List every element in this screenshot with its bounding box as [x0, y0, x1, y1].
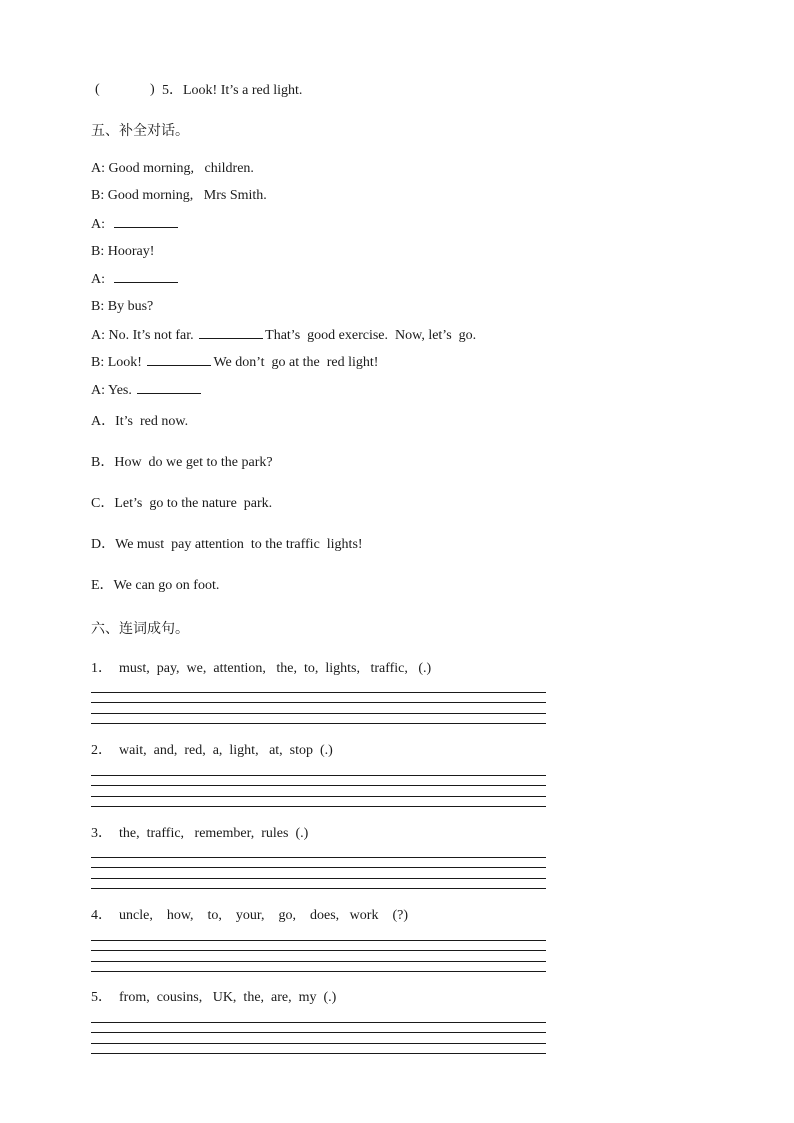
option-e: E．We can go on foot.	[91, 578, 220, 593]
writing-line[interactable]	[91, 806, 546, 807]
writing-line[interactable]	[91, 713, 546, 714]
answer-blank[interactable]	[137, 381, 201, 394]
answer-blank[interactable]	[199, 326, 263, 339]
writing-line[interactable]	[91, 867, 546, 868]
answer-blank[interactable]	[147, 353, 211, 366]
writing-line[interactable]	[91, 692, 546, 693]
dialog-text: Good morning, Mrs Smith.	[107, 188, 267, 203]
writing-lines[interactable]	[91, 692, 546, 733]
dialog-line	[91, 160, 254, 178]
dialog-text: Good morning, children.	[108, 161, 254, 176]
sentence-item-5: 5． from, cousins, UK, the, are, my (.)	[91, 990, 337, 1005]
question-5-text: 5．Look! It’s a red light.	[162, 83, 303, 98]
answer-blank[interactable]	[114, 215, 178, 228]
option-c: C．Let’s go to the nature park.	[91, 496, 273, 511]
writing-line[interactable]	[91, 940, 546, 941]
sentence-item-3: 3． the, traffic, remember, rules (.)	[91, 826, 309, 841]
writing-line[interactable]	[91, 1043, 546, 1044]
option-b: B．How do we get to the park?	[91, 455, 273, 470]
writing-line[interactable]	[91, 702, 546, 703]
option-a: A．It’s red now.	[91, 414, 189, 429]
dialog-speaker: B:	[91, 244, 105, 259]
writing-line[interactable]	[91, 723, 546, 724]
dialog-speaker: B:	[91, 299, 105, 314]
writing-line[interactable]	[91, 961, 546, 962]
section-6-title: 六、连词成句。	[91, 621, 189, 637]
answer-blank[interactable]	[114, 270, 178, 283]
dialog-text: Look!	[107, 355, 142, 370]
writing-line[interactable]	[91, 1032, 546, 1033]
writing-line[interactable]	[91, 775, 546, 776]
dialog-text: Hooray!	[107, 244, 155, 259]
dialog-speaker: B:	[91, 188, 105, 203]
sentence-item-2: 2． wait, and, red, a, light, at, stop (.)	[91, 743, 333, 758]
dialog-speaker: A:	[91, 328, 105, 343]
sentence-item-1: 1． must, pay, we, attention, the, to, lights, traffic, (.)	[91, 661, 432, 676]
dialog-line	[91, 270, 180, 289]
dialog-line	[91, 381, 203, 400]
writing-line[interactable]	[91, 1022, 546, 1023]
answer-paren-open: (	[95, 82, 100, 97]
writing-lines[interactable]	[91, 857, 546, 898]
dialog-speaker: A:	[91, 383, 105, 398]
dialog-line	[91, 187, 267, 205]
dialog-speaker: A:	[91, 272, 105, 287]
answer-paren-close: )	[150, 82, 155, 97]
writing-lines[interactable]	[91, 775, 546, 816]
sentence-item-4: 4． uncle, how, to, your, go, does, work (?)	[91, 908, 408, 923]
writing-lines[interactable]	[91, 1022, 546, 1063]
dialog-text-after: We don’t go at the red light!	[213, 355, 379, 370]
dialog-speaker: A:	[91, 217, 105, 232]
writing-lines[interactable]	[91, 940, 546, 981]
dialog-line	[91, 298, 153, 316]
dialog-text: By bus?	[107, 299, 154, 314]
dialog-text: Yes.	[107, 383, 132, 398]
writing-line[interactable]	[91, 785, 546, 786]
writing-line[interactable]	[91, 888, 546, 889]
dialog-text: No. It’s not far.	[108, 328, 194, 343]
writing-line[interactable]	[91, 796, 546, 797]
option-d: D．We must pay attention to the traffic lights!	[91, 537, 363, 552]
dialog-line	[91, 243, 154, 261]
writing-line[interactable]	[91, 950, 546, 951]
writing-line[interactable]	[91, 971, 546, 972]
dialog-speaker: B:	[91, 355, 105, 370]
dialog-text-after: That’s good exercise. Now, let’s go.	[265, 328, 477, 343]
dialog-line	[91, 353, 378, 372]
writing-line[interactable]	[91, 857, 546, 858]
section-5-title: 五、补全对话。	[91, 123, 189, 139]
dialog-line	[91, 326, 476, 345]
dialog-speaker: A:	[91, 161, 105, 176]
writing-line[interactable]	[91, 878, 546, 879]
writing-line[interactable]	[91, 1053, 546, 1054]
dialog-line	[91, 215, 180, 234]
